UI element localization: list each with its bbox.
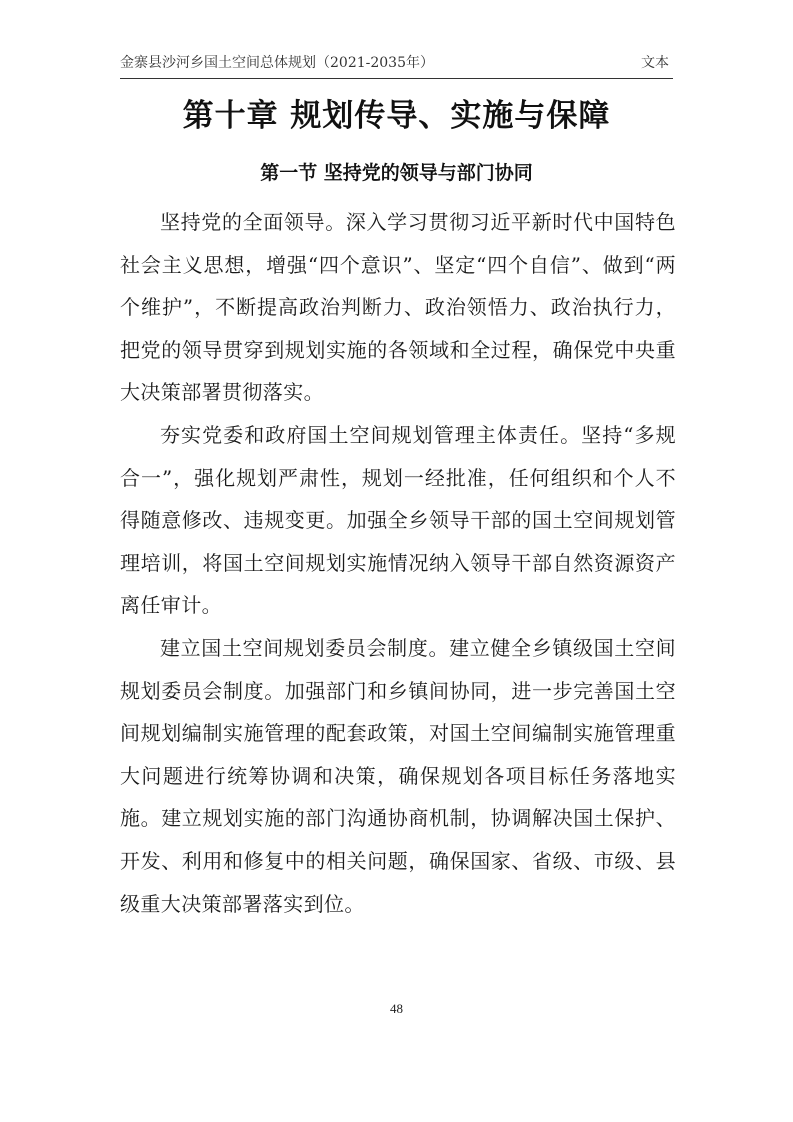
header-document-title: 金寨县沙河乡国土空间总体规划（2021-2035年） — [120, 55, 434, 71]
header-document-type: 文本 — [641, 55, 669, 71]
chapter-title: 第十章 规划传导、实施与保障 — [182, 98, 611, 134]
page-number: 48 — [390, 1001, 403, 1016]
running-header — [120, 52, 673, 79]
body-text — [120, 201, 676, 925]
paragraph-lead: 坚持党的全面领导。 — [160, 210, 346, 234]
paragraph-text: 建立健全乡镇级国土空间规划委员会制度。加强部门和乡镇间协同，进一步完善国土空间规划编制实施管理的配套政策，对国土空间编制实施管理重大问题进行统筹协调和决策，确保规划各项目标任务落地实施。建立规划实施的部门沟通协商机制，协调解决国土保护、开发、利用和修复中的相关问题，确保国家、省级、市级、县级重大决策部署落实到位。 — [120, 635, 676, 916]
paragraph-lead: 建立国土空间规划委员会制度。 — [160, 635, 450, 660]
paragraph-party-leadership — [120, 201, 676, 414]
section-title: 第一节 坚持党的领导与部门协同 — [260, 162, 533, 184]
paragraph-lead: 夯实党委和政府国土空间规划管理主体责任。 — [160, 422, 582, 447]
paragraph-planning-committee — [120, 627, 676, 925]
paragraph-text: 坚持“多规合一”，强化规划严肃性，规划一经批准，任何组织和个人不得随意修改、违规变更。加强全乡领导干部的国土空间规划管理培训，将国土空间规划实施情况纳入领导干部自然资源资产离任审计。 — [120, 422, 676, 618]
paragraph-text: 深入学习贯彻习近平新时代中国特色社会主义思想，增强“四个意识”、坚定“四个自信”、做到“两个维护”，不断提高政治判断力、政治领悟力、政治执行力，把党的领导贯穿到规划实施的各领域和全过程，确保党中央重大决策部署贯彻落实。 — [120, 210, 676, 405]
paragraph-responsibility — [120, 414, 676, 627]
